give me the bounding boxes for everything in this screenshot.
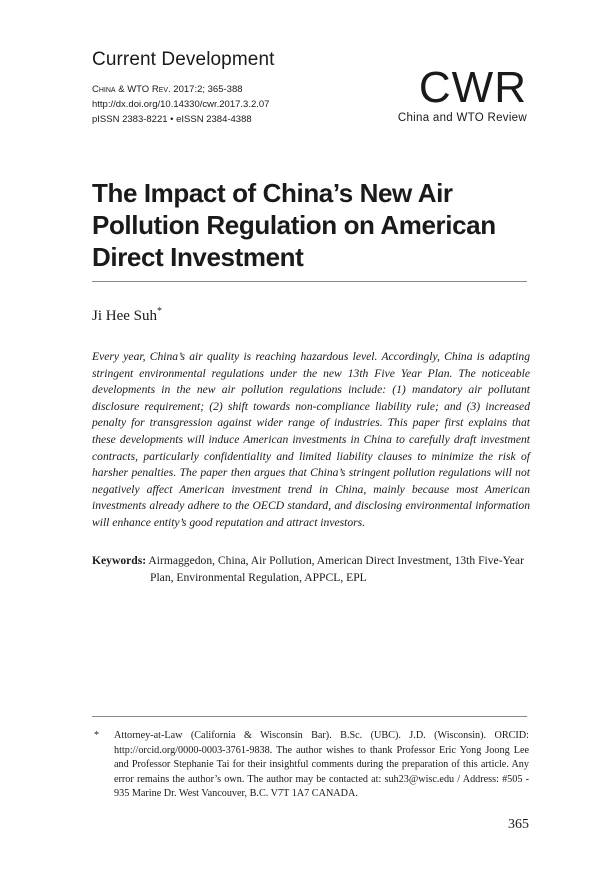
citation-line: [92, 82, 269, 97]
title-divider: [92, 281, 527, 282]
keywords-label: Keywords:: [92, 554, 147, 567]
logo-mark: CWR: [418, 63, 527, 112]
author-name: Ji Hee Suh: [92, 308, 157, 324]
doi-link[interactable]: http://dx.doi.org/10.14330/cwr.2017.3.2.07: [92, 99, 270, 110]
keywords-list: Airmaggedon, China, Air Pollution, American Direct Investment, 13th Five-Year Plan, Environmental Regulation, APPCL, EPL: [148, 554, 524, 584]
citation-block: [92, 82, 269, 127]
footnote-mark: *: [94, 730, 100, 741]
abstract: Every year, China’s air quality is reaching hazardous level. Accordingly, China is adapting stringent environmental regulations under the new 13th Five Year Plan. The noticeable developments in the new air pollution regulations include: (1) mandatory air pollutant disclosure requirement; (2) shift towards non-compliance liability rule; and (3) increased penalty for transgression against wider range of industries. This paper first explains that these developments will induce American investments in China to carefully draft investment contracts, particularly confidentiality and limited liability clauses to minimize the risk of harsher penalties. The paper then argues that China’s stringent pollution regulations will not negatively affect American investment trend in China, mainly because most American investments already adhere to the OECD standard, and disclosing environmental information will enhance entity’s good reputation and attract investors.: [92, 350, 530, 529]
citation-ref: 2017:2; 365-388: [170, 84, 243, 95]
issn-line: pISSN 2383-8221 • eISSN 2384-4388: [92, 114, 252, 125]
footnote-divider: [92, 716, 527, 717]
journal-logo: [397, 63, 527, 124]
author-footnote-mark[interactable]: *: [157, 306, 162, 317]
page-number: 365: [508, 817, 529, 832]
citation-journal: China & WTO Rev.: [92, 84, 171, 95]
keywords: [92, 552, 530, 586]
footnote-text: Attorney-at-Law (California & Wisconsin Bar). B.Sc. (UBC). J.D. (Wisconsin). ORCID: http://orcid.org/0000-0003-3761-9838. The author wishes to thank Professor Eric Yong Joong Lee and Professor Stephanie Tai for their insightful comments during the preparation of this article. Any error remains the author’s own. The author may be contacted at: suh23@wisc.edu / Address: #505 - 935 Marine Dr. West Vancouver, B.C. V7T 1A7 CANADA.: [114, 730, 529, 800]
logo-subtitle: China and WTO Review: [397, 112, 527, 124]
author-line: [92, 306, 162, 325]
article-title: The Impact of China’s New Air Pollution Regulation on American Direct Investment: [92, 178, 496, 272]
footnote: [92, 729, 529, 802]
section-label: Current Development: [92, 49, 275, 70]
